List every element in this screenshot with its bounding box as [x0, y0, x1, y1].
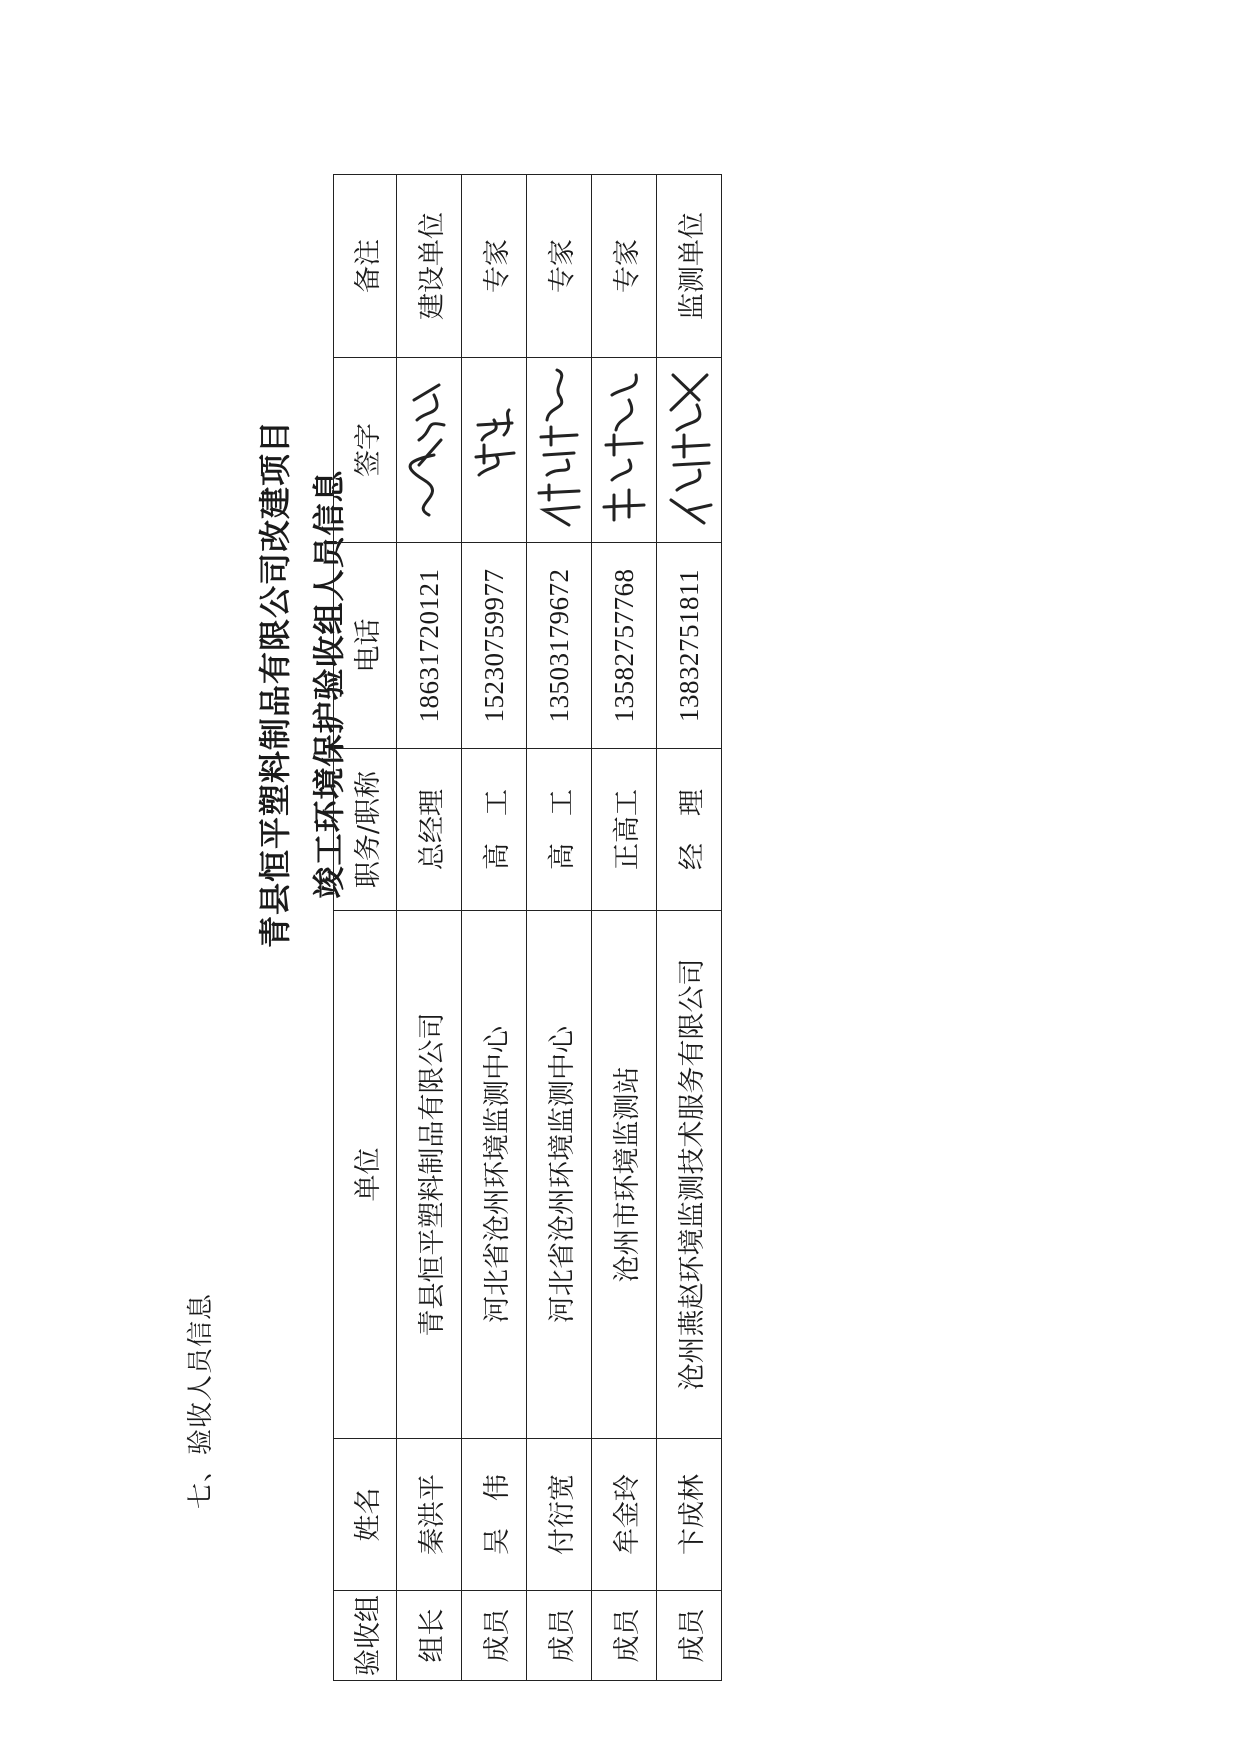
header-phone: 电话: [334, 543, 397, 749]
handwritten-signature-image: [464, 365, 524, 535]
handwritten-signature-image: [529, 365, 589, 535]
cell-name: 付衍宽: [527, 1439, 592, 1591]
signature-scribble: [464, 365, 524, 535]
cell-group: 成员: [527, 1591, 592, 1681]
signature-scribble: [399, 365, 459, 535]
cell-group: 组长: [397, 1591, 462, 1681]
cell-signature: [592, 358, 657, 543]
cell-name: 卞成林: [657, 1439, 722, 1591]
cell-signature: [657, 358, 722, 543]
cell-signature: [462, 358, 527, 543]
section-heading: 七、验收人员信息: [186, 1292, 216, 1509]
table-row: [397, 175, 462, 1681]
handwritten-signature-image: [659, 365, 719, 535]
cell-note: 专家: [592, 175, 657, 358]
cell-note: 专家: [527, 175, 592, 358]
cell-note: 专家: [462, 175, 527, 358]
header-title: 职务/职称: [334, 749, 397, 911]
header-name: 姓名: [334, 1439, 397, 1591]
signature-scribble: [529, 365, 589, 535]
cell-group: 成员: [462, 1591, 527, 1681]
cell-phone: 13832751811: [657, 543, 722, 749]
cell-title: 高 工: [527, 749, 592, 911]
title-line-1: 青县恒平塑料制品有限公司改建项目: [256, 420, 294, 949]
cell-title: 经 理: [657, 749, 722, 911]
cell-signature: [527, 358, 592, 543]
cell-signature: [397, 358, 462, 543]
handwritten-signature-image: [399, 365, 459, 535]
cell-name: 牟金玲: [592, 1439, 657, 1591]
signature-scribble: [594, 365, 654, 535]
cell-name: 秦洪平: [397, 1439, 462, 1591]
cell-phone: 15230759977: [462, 543, 527, 749]
cell-unit: 河北省沧州环境监测中心: [462, 911, 527, 1439]
cell-phone: 13582757768: [592, 543, 657, 749]
table-row: [657, 175, 722, 1681]
cell-note: 建设单位: [397, 175, 462, 358]
table-row: [462, 175, 527, 1681]
cell-title: 总经理: [397, 749, 462, 911]
table-header-row: [334, 175, 397, 1681]
cell-note: 监测单位: [657, 175, 722, 358]
handwritten-signature-image: [594, 365, 654, 535]
header-note: 备注: [334, 175, 397, 358]
cell-unit: 青县恒平塑料制品有限公司: [397, 911, 462, 1439]
title-line-2: 竣工环境保护验收组人员信息: [310, 469, 348, 899]
acceptance-members-table: [333, 174, 722, 1681]
cell-group: 成员: [657, 1591, 722, 1681]
cell-title: 高 工: [462, 749, 527, 911]
header-group: 验收组: [334, 1591, 397, 1681]
table-row: [527, 175, 592, 1681]
header-signature: 签字: [334, 358, 397, 543]
table-row: [592, 175, 657, 1681]
cell-title: 正高工: [592, 749, 657, 911]
cell-unit: 沧州燕赵环境监测技术服务有限公司: [657, 911, 722, 1439]
cell-group: 成员: [592, 1591, 657, 1681]
cell-unit: 沧州市环境监测站: [592, 911, 657, 1439]
signature-scribble: [659, 365, 719, 535]
cell-phone: 18631720121: [397, 543, 462, 749]
cell-phone: 13503179672: [527, 543, 592, 749]
cell-name: 吴 伟: [462, 1439, 527, 1591]
header-unit: 单位: [334, 911, 397, 1439]
cell-unit: 河北省沧州环境监测中心: [527, 911, 592, 1439]
